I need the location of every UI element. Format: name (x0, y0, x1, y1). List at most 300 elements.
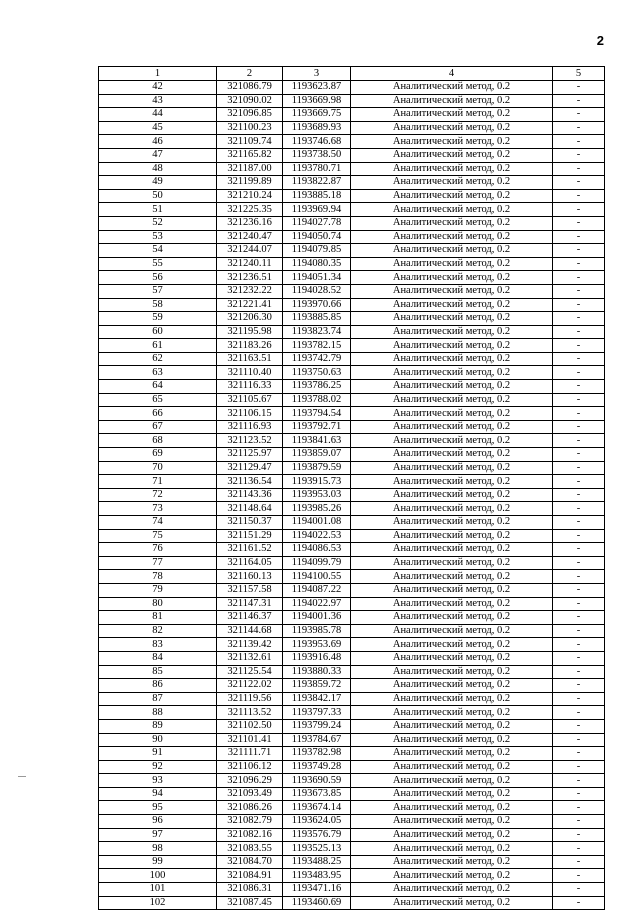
table-row (99, 148, 605, 162)
note-cell: - (553, 298, 605, 312)
method-cell: Аналитический метод, 0.2 (351, 733, 553, 747)
table-row (99, 706, 605, 720)
point-number-cell: 94 (99, 787, 217, 801)
table-row (99, 475, 605, 489)
y-coordinate-cell: 1193915.73 (283, 475, 351, 489)
point-number-cell: 92 (99, 760, 217, 774)
point-number-cell: 53 (99, 230, 217, 244)
x-coordinate-cell: 321139.42 (217, 638, 283, 652)
x-coordinate-cell: 321236.16 (217, 216, 283, 230)
column-header-5: 5 (553, 67, 605, 81)
y-coordinate-cell: 1193782.15 (283, 339, 351, 353)
y-coordinate-cell: 1193488.25 (283, 855, 351, 869)
x-coordinate-cell: 321164.05 (217, 556, 283, 570)
method-cell: Аналитический метод, 0.2 (351, 583, 553, 597)
table-row (99, 162, 605, 176)
y-coordinate-cell: 1193483.95 (283, 869, 351, 883)
note-cell: - (553, 488, 605, 502)
x-coordinate-cell: 321125.97 (217, 448, 283, 462)
note-cell: - (553, 461, 605, 475)
table-row (99, 570, 605, 584)
point-number-cell: 101 (99, 883, 217, 897)
y-coordinate-cell: 1193822.87 (283, 176, 351, 190)
table-row (99, 556, 605, 570)
table-row (99, 516, 605, 530)
point-number-cell: 69 (99, 448, 217, 462)
method-cell: Аналитический метод, 0.2 (351, 488, 553, 502)
note-cell: - (553, 556, 605, 570)
y-coordinate-cell: 1193525.13 (283, 842, 351, 856)
y-coordinate-cell: 1194100.55 (283, 570, 351, 584)
y-coordinate-cell: 1193969.94 (283, 203, 351, 217)
y-coordinate-cell: 1193742.79 (283, 352, 351, 366)
table-row (99, 434, 605, 448)
method-cell: Аналитический метод, 0.2 (351, 815, 553, 829)
point-number-cell: 47 (99, 148, 217, 162)
method-cell: Аналитический метод, 0.2 (351, 624, 553, 638)
x-coordinate-cell: 321086.31 (217, 883, 283, 897)
note-cell: - (553, 815, 605, 829)
table-row (99, 747, 605, 761)
table-row (99, 81, 605, 95)
method-cell: Аналитический метод, 0.2 (351, 216, 553, 230)
method-cell: Аналитический метод, 0.2 (351, 393, 553, 407)
x-coordinate-cell: 321157.58 (217, 583, 283, 597)
note-cell: - (553, 679, 605, 693)
note-cell: - (553, 284, 605, 298)
note-cell: - (553, 81, 605, 95)
table-row (99, 461, 605, 475)
y-coordinate-cell: 1193841.63 (283, 434, 351, 448)
table-row (99, 502, 605, 516)
point-number-cell: 58 (99, 298, 217, 312)
note-cell: - (553, 733, 605, 747)
y-coordinate-cell: 1193859.72 (283, 679, 351, 693)
page-number: 2 (596, 33, 604, 48)
table-row (99, 312, 605, 326)
x-coordinate-cell: 321100.23 (217, 121, 283, 135)
point-number-cell: 78 (99, 570, 217, 584)
method-cell: Аналитический метод, 0.2 (351, 325, 553, 339)
method-cell: Аналитический метод, 0.2 (351, 842, 553, 856)
table-row (99, 176, 605, 190)
x-coordinate-cell: 321116.33 (217, 380, 283, 394)
x-coordinate-cell: 321084.91 (217, 869, 283, 883)
table-row (99, 719, 605, 733)
table-row (99, 284, 605, 298)
note-cell: - (553, 855, 605, 869)
method-cell: Аналитический метод, 0.2 (351, 774, 553, 788)
y-coordinate-cell: 1194001.08 (283, 516, 351, 530)
note-cell: - (553, 393, 605, 407)
point-number-cell: 59 (99, 312, 217, 326)
point-number-cell: 100 (99, 869, 217, 883)
y-coordinate-cell: 1193842.17 (283, 692, 351, 706)
method-cell: Аналитический метод, 0.2 (351, 244, 553, 258)
x-coordinate-cell: 321240.11 (217, 257, 283, 271)
table-row (99, 244, 605, 258)
note-cell: - (553, 760, 605, 774)
method-cell: Аналитический метод, 0.2 (351, 108, 553, 122)
table-row (99, 828, 605, 842)
point-number-cell: 95 (99, 801, 217, 815)
x-coordinate-cell: 321232.22 (217, 284, 283, 298)
y-coordinate-cell: 1193799.24 (283, 719, 351, 733)
table-row (99, 543, 605, 557)
y-coordinate-cell: 1193471.16 (283, 883, 351, 897)
note-cell: - (553, 583, 605, 597)
note-cell: - (553, 516, 605, 530)
y-coordinate-cell: 1193786.25 (283, 380, 351, 394)
column-header-4: 4 (351, 67, 553, 81)
method-cell: Аналитический метод, 0.2 (351, 257, 553, 271)
x-coordinate-cell: 321105.67 (217, 393, 283, 407)
y-coordinate-cell: 1193460.69 (283, 896, 351, 910)
note-cell: - (553, 148, 605, 162)
column-header-1: 1 (99, 67, 217, 81)
x-coordinate-cell: 321210.24 (217, 189, 283, 203)
y-coordinate-cell: 1193780.71 (283, 162, 351, 176)
y-coordinate-cell: 1194087.22 (283, 583, 351, 597)
point-number-cell: 60 (99, 325, 217, 339)
x-coordinate-cell: 321236.51 (217, 271, 283, 285)
point-number-cell: 66 (99, 407, 217, 421)
y-coordinate-cell: 1194051.34 (283, 271, 351, 285)
method-cell: Аналитический метод, 0.2 (351, 556, 553, 570)
table-row (99, 121, 605, 135)
x-coordinate-cell: 321101.41 (217, 733, 283, 747)
table-row (99, 339, 605, 353)
table-row (99, 883, 605, 897)
x-coordinate-cell: 321143.36 (217, 488, 283, 502)
y-coordinate-cell: 1193576.79 (283, 828, 351, 842)
table-body (99, 81, 605, 910)
method-cell: Аналитический метод, 0.2 (351, 420, 553, 434)
y-coordinate-cell: 1193669.75 (283, 108, 351, 122)
table-row (99, 420, 605, 434)
note-cell: - (553, 801, 605, 815)
method-cell: Аналитический метод, 0.2 (351, 203, 553, 217)
table-row (99, 352, 605, 366)
method-cell: Аналитический метод, 0.2 (351, 883, 553, 897)
table-row (99, 842, 605, 856)
point-number-cell: 56 (99, 271, 217, 285)
y-coordinate-cell: 1193784.67 (283, 733, 351, 747)
note-cell: - (553, 108, 605, 122)
point-number-cell: 98 (99, 842, 217, 856)
method-cell: Аналитический метод, 0.2 (351, 638, 553, 652)
table-row (99, 135, 605, 149)
note-cell: - (553, 787, 605, 801)
x-coordinate-cell: 321199.89 (217, 176, 283, 190)
table-row (99, 583, 605, 597)
x-coordinate-cell: 321123.52 (217, 434, 283, 448)
y-coordinate-cell: 1193916.48 (283, 651, 351, 665)
note-cell: - (553, 624, 605, 638)
method-cell: Аналитический метод, 0.2 (351, 679, 553, 693)
table-row (99, 611, 605, 625)
table-row (99, 325, 605, 339)
note-cell: - (553, 366, 605, 380)
y-coordinate-cell: 1193880.33 (283, 665, 351, 679)
point-number-cell: 93 (99, 774, 217, 788)
scan-mark (18, 776, 26, 777)
point-number-cell: 43 (99, 94, 217, 108)
note-cell: - (553, 162, 605, 176)
table-row (99, 94, 605, 108)
table-row (99, 733, 605, 747)
table-row (99, 801, 605, 815)
y-coordinate-cell: 1193669.98 (283, 94, 351, 108)
method-cell: Аналитический метод, 0.2 (351, 434, 553, 448)
method-cell: Аналитический метод, 0.2 (351, 352, 553, 366)
note-cell: - (553, 325, 605, 339)
x-coordinate-cell: 321096.29 (217, 774, 283, 788)
method-cell: Аналитический метод, 0.2 (351, 597, 553, 611)
x-coordinate-cell: 321147.31 (217, 597, 283, 611)
point-number-cell: 57 (99, 284, 217, 298)
y-coordinate-cell: 1194050.74 (283, 230, 351, 244)
table-row (99, 896, 605, 910)
x-coordinate-cell: 321082.16 (217, 828, 283, 842)
method-cell: Аналитический метод, 0.2 (351, 529, 553, 543)
point-number-cell: 63 (99, 366, 217, 380)
x-coordinate-cell: 321113.52 (217, 706, 283, 720)
y-coordinate-cell: 1194086.53 (283, 543, 351, 557)
note-cell: - (553, 380, 605, 394)
y-coordinate-cell: 1194001.36 (283, 611, 351, 625)
x-coordinate-cell: 321102.50 (217, 719, 283, 733)
note-cell: - (553, 135, 605, 149)
table-row (99, 869, 605, 883)
method-cell: Аналитический метод, 0.2 (351, 81, 553, 95)
note-cell: - (553, 407, 605, 421)
method-cell: Аналитический метод, 0.2 (351, 366, 553, 380)
note-cell: - (553, 475, 605, 489)
y-coordinate-cell: 1193985.26 (283, 502, 351, 516)
method-cell: Аналитический метод, 0.2 (351, 570, 553, 584)
method-cell: Аналитический метод, 0.2 (351, 271, 553, 285)
method-cell: Аналитический метод, 0.2 (351, 312, 553, 326)
method-cell: Аналитический метод, 0.2 (351, 448, 553, 462)
table-row (99, 597, 605, 611)
table-header-row (99, 67, 605, 81)
x-coordinate-cell: 321187.00 (217, 162, 283, 176)
method-cell: Аналитический метод, 0.2 (351, 516, 553, 530)
point-number-cell: 77 (99, 556, 217, 570)
table-row (99, 692, 605, 706)
x-coordinate-cell: 321144.68 (217, 624, 283, 638)
y-coordinate-cell: 1193859.07 (283, 448, 351, 462)
point-number-cell: 42 (99, 81, 217, 95)
x-coordinate-cell: 321083.55 (217, 842, 283, 856)
x-coordinate-cell: 321084.70 (217, 855, 283, 869)
point-number-cell: 96 (99, 815, 217, 829)
method-cell: Аналитический метод, 0.2 (351, 298, 553, 312)
method-cell: Аналитический метод, 0.2 (351, 380, 553, 394)
point-number-cell: 76 (99, 543, 217, 557)
note-cell: - (553, 570, 605, 584)
coordinates-table (98, 66, 605, 910)
method-cell: Аналитический метод, 0.2 (351, 719, 553, 733)
x-coordinate-cell: 321086.26 (217, 801, 283, 815)
y-coordinate-cell: 1193624.05 (283, 815, 351, 829)
y-coordinate-cell: 1193885.18 (283, 189, 351, 203)
note-cell: - (553, 257, 605, 271)
y-coordinate-cell: 1193689.93 (283, 121, 351, 135)
table-row (99, 529, 605, 543)
table-row (99, 679, 605, 693)
point-number-cell: 62 (99, 352, 217, 366)
note-cell: - (553, 638, 605, 652)
point-number-cell: 87 (99, 692, 217, 706)
y-coordinate-cell: 1193797.33 (283, 706, 351, 720)
x-coordinate-cell: 321206.30 (217, 312, 283, 326)
method-cell: Аналитический метод, 0.2 (351, 407, 553, 421)
x-coordinate-cell: 321150.37 (217, 516, 283, 530)
y-coordinate-cell: 1193746.68 (283, 135, 351, 149)
x-coordinate-cell: 321165.82 (217, 148, 283, 162)
point-number-cell: 68 (99, 434, 217, 448)
method-cell: Аналитический метод, 0.2 (351, 665, 553, 679)
table-row (99, 298, 605, 312)
note-cell: - (553, 502, 605, 516)
y-coordinate-cell: 1193690.59 (283, 774, 351, 788)
x-coordinate-cell: 321082.79 (217, 815, 283, 829)
column-header-3: 3 (283, 67, 351, 81)
note-cell: - (553, 774, 605, 788)
note-cell: - (553, 692, 605, 706)
point-number-cell: 54 (99, 244, 217, 258)
table-row (99, 108, 605, 122)
note-cell: - (553, 271, 605, 285)
note-cell: - (553, 352, 605, 366)
point-number-cell: 88 (99, 706, 217, 720)
y-coordinate-cell: 1193792.71 (283, 420, 351, 434)
y-coordinate-cell: 1193673.85 (283, 787, 351, 801)
method-cell: Аналитический метод, 0.2 (351, 760, 553, 774)
point-number-cell: 85 (99, 665, 217, 679)
x-coordinate-cell: 321240.47 (217, 230, 283, 244)
y-coordinate-cell: 1193738.50 (283, 148, 351, 162)
y-coordinate-cell: 1193953.03 (283, 488, 351, 502)
x-coordinate-cell: 321163.51 (217, 352, 283, 366)
table-row (99, 393, 605, 407)
y-coordinate-cell: 1193970.66 (283, 298, 351, 312)
x-coordinate-cell: 321086.79 (217, 81, 283, 95)
method-cell: Аналитический метод, 0.2 (351, 651, 553, 665)
method-cell: Аналитический метод, 0.2 (351, 94, 553, 108)
x-coordinate-cell: 321119.56 (217, 692, 283, 706)
point-number-cell: 75 (99, 529, 217, 543)
method-cell: Аналитический метод, 0.2 (351, 135, 553, 149)
x-coordinate-cell: 321116.93 (217, 420, 283, 434)
method-cell: Аналитический метод, 0.2 (351, 162, 553, 176)
x-coordinate-cell: 321161.52 (217, 543, 283, 557)
x-coordinate-cell: 321221.41 (217, 298, 283, 312)
column-header-2: 2 (217, 67, 283, 81)
note-cell: - (553, 869, 605, 883)
y-coordinate-cell: 1193879.59 (283, 461, 351, 475)
method-cell: Аналитический метод, 0.2 (351, 869, 553, 883)
table-row (99, 203, 605, 217)
y-coordinate-cell: 1194022.53 (283, 529, 351, 543)
method-cell: Аналитический метод, 0.2 (351, 121, 553, 135)
note-cell: - (553, 312, 605, 326)
point-number-cell: 91 (99, 747, 217, 761)
table-row (99, 448, 605, 462)
y-coordinate-cell: 1193749.28 (283, 760, 351, 774)
point-number-cell: 89 (99, 719, 217, 733)
x-coordinate-cell: 321148.64 (217, 502, 283, 516)
point-number-cell: 45 (99, 121, 217, 135)
point-number-cell: 46 (99, 135, 217, 149)
table-row (99, 787, 605, 801)
x-coordinate-cell: 321136.54 (217, 475, 283, 489)
method-cell: Аналитический метод, 0.2 (351, 611, 553, 625)
note-cell: - (553, 611, 605, 625)
method-cell: Аналитический метод, 0.2 (351, 339, 553, 353)
table-row (99, 407, 605, 421)
note-cell: - (553, 244, 605, 258)
x-coordinate-cell: 321106.15 (217, 407, 283, 421)
y-coordinate-cell: 1194079.85 (283, 244, 351, 258)
table-row (99, 189, 605, 203)
y-coordinate-cell: 1194099.79 (283, 556, 351, 570)
point-number-cell: 55 (99, 257, 217, 271)
point-number-cell: 97 (99, 828, 217, 842)
point-number-cell: 48 (99, 162, 217, 176)
x-coordinate-cell: 321125.54 (217, 665, 283, 679)
table-row (99, 638, 605, 652)
method-cell: Аналитический метод, 0.2 (351, 176, 553, 190)
method-cell: Аналитический метод, 0.2 (351, 828, 553, 842)
x-coordinate-cell: 321087.45 (217, 896, 283, 910)
method-cell: Аналитический метод, 0.2 (351, 284, 553, 298)
x-coordinate-cell: 321160.13 (217, 570, 283, 584)
note-cell: - (553, 651, 605, 665)
point-number-cell: 99 (99, 855, 217, 869)
method-cell: Аналитический метод, 0.2 (351, 461, 553, 475)
y-coordinate-cell: 1193953.69 (283, 638, 351, 652)
note-cell: - (553, 216, 605, 230)
method-cell: Аналитический метод, 0.2 (351, 189, 553, 203)
method-cell: Аналитический метод, 0.2 (351, 747, 553, 761)
note-cell: - (553, 203, 605, 217)
x-coordinate-cell: 321110.40 (217, 366, 283, 380)
note-cell: - (553, 719, 605, 733)
note-cell: - (553, 189, 605, 203)
y-coordinate-cell: 1193823.74 (283, 325, 351, 339)
x-coordinate-cell: 321096.85 (217, 108, 283, 122)
point-number-cell: 67 (99, 420, 217, 434)
point-number-cell: 72 (99, 488, 217, 502)
table-row (99, 216, 605, 230)
point-number-cell: 86 (99, 679, 217, 693)
table-row (99, 366, 605, 380)
note-cell: - (553, 529, 605, 543)
x-coordinate-cell: 321129.47 (217, 461, 283, 475)
y-coordinate-cell: 1193750.63 (283, 366, 351, 380)
x-coordinate-cell: 321090.02 (217, 94, 283, 108)
y-coordinate-cell: 1193788.02 (283, 393, 351, 407)
method-cell: Аналитический метод, 0.2 (351, 787, 553, 801)
method-cell: Аналитический метод, 0.2 (351, 543, 553, 557)
method-cell: Аналитический метод, 0.2 (351, 855, 553, 869)
x-coordinate-cell: 321151.29 (217, 529, 283, 543)
y-coordinate-cell: 1194027.78 (283, 216, 351, 230)
point-number-cell: 80 (99, 597, 217, 611)
